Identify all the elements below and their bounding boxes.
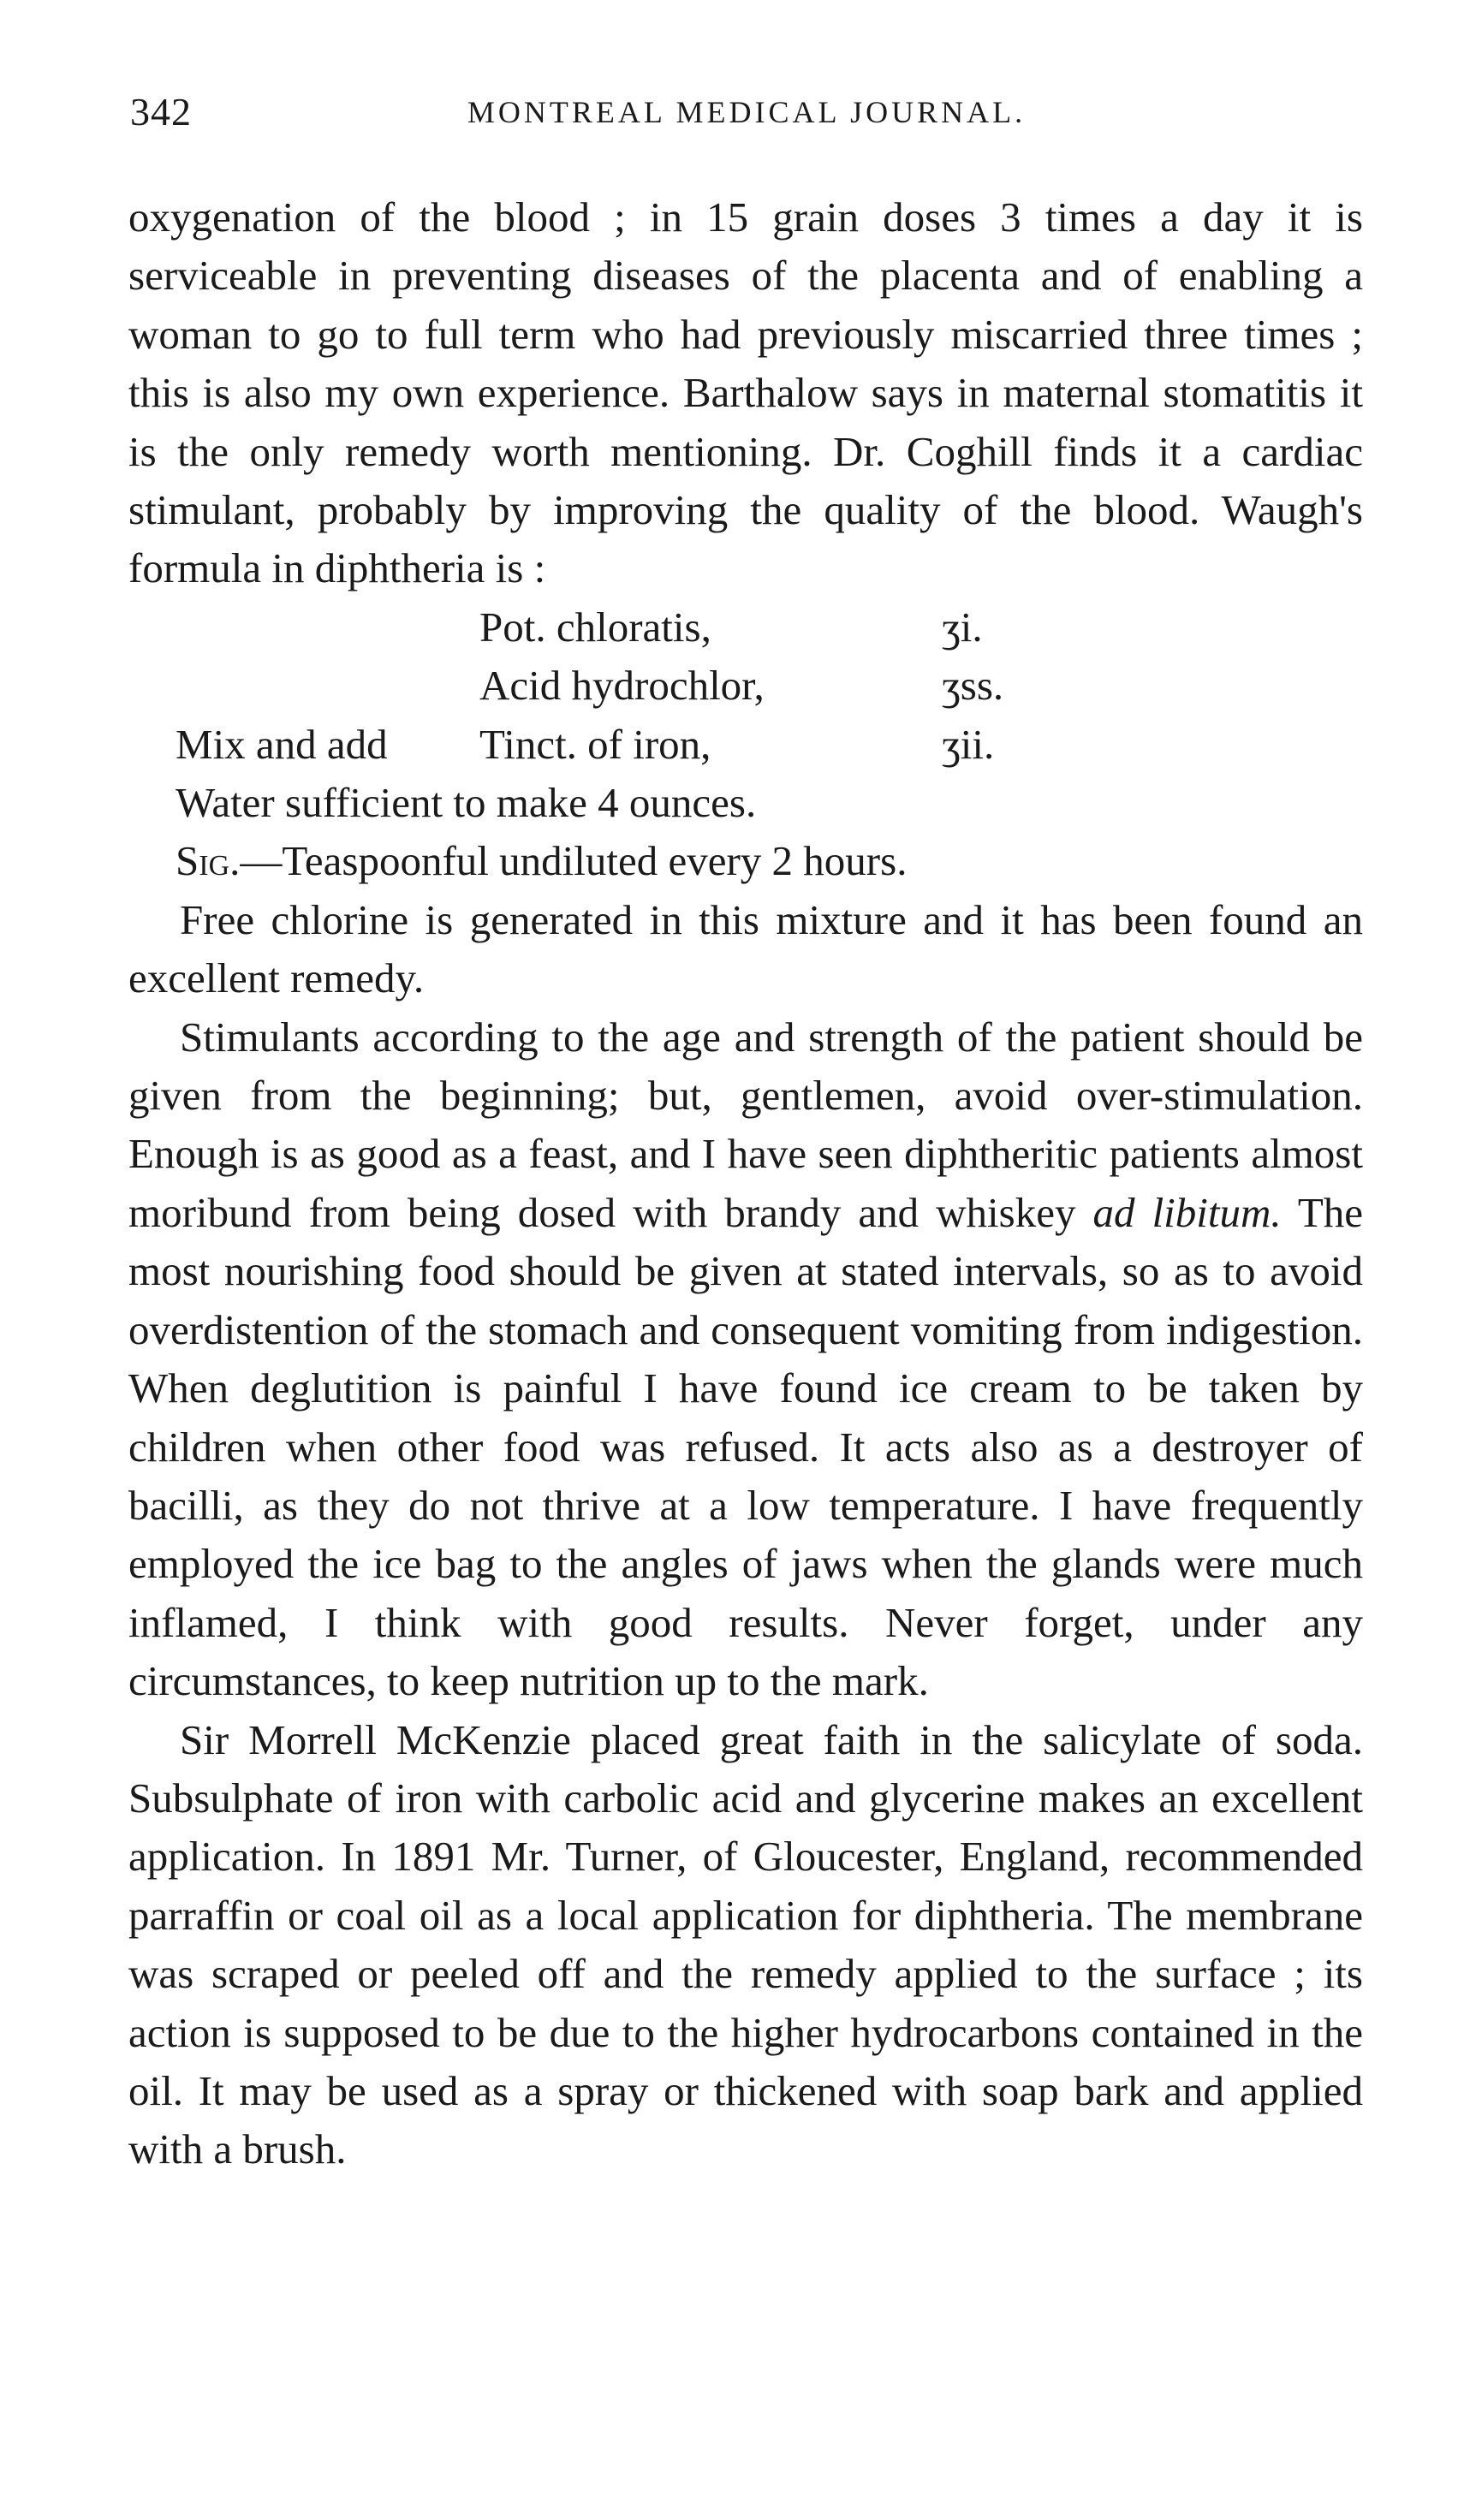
formula-dose: ʒss. xyxy=(942,662,1004,710)
formula-row xyxy=(128,598,1363,657)
signa-text: —Teaspoonful undiluted every 2 hours. xyxy=(240,837,908,885)
running-head: MONTREAL MEDICAL JOURNAL. xyxy=(467,95,1027,129)
formula-row xyxy=(128,716,1363,774)
italic-phrase: ad libitum. xyxy=(1092,1188,1282,1236)
formula-ingredient: Acid hydrochlor, xyxy=(479,662,765,710)
formula-ingredient: Pot. chloratis, xyxy=(479,603,711,651)
page-header xyxy=(130,89,1363,140)
formula-dose: ʒi. xyxy=(942,603,983,651)
formula-ingredient: Tinct. of iron, xyxy=(479,720,711,768)
paragraph-text: The most nourishing food should be given at stated intervals, so as to avoid overdistention of the stomach and consequent vomiting from indigestion. When deglutition is painful I have found ice cream to be taken by children when other food was refused. It acts also as a destroyer of bacilli, as they do not thrive at a low temperature. I have frequently employed the ice bag to the angles of jaws when the glands were much inflamed, I think with good results. Never forget, under any circumstances, to keep nutrition up to the mark. xyxy=(128,1188,1364,1705)
paragraph-free-chlorine: Free chlorine is generated in this mixture and it has been found an excellent remedy. xyxy=(128,895,1363,1002)
formula-row xyxy=(128,657,1363,715)
formula-water-line: Water sufficient to make 4 ounces. xyxy=(176,779,757,827)
paragraph-text: Stimulants according to the age and strength of the patient should be given from the beginning; but, gentlemen, avoid over-stimulation. Enough is as good as a feast, and I have seen diphtheritic patients almost moribund from being dosed with brandy and whiskey xyxy=(128,1013,1363,1236)
formula-row xyxy=(128,832,1363,890)
formula-dose: ʒii. xyxy=(942,720,995,768)
paragraph-salicylate: Sir Morrell McKenzie placed great faith in the salicylate of soda. Subsulphate of iron with carbolic acid and glycerine makes an excellent application. In 1891 Mr. Turner, of Gloucester, England, recommended parraffin or coal oil as a local application for diphtheria. The membrane was scraped or peeled off and the remedy applied to the surface ; its action is supposed to be due to the higher hydrocarbons contained in the oil. It may be used as a spray or thickened with soap bark and applied with a brush. xyxy=(128,1715,1363,2173)
formula-signa-line xyxy=(176,832,907,890)
formula-instruction: Mix and add xyxy=(176,720,388,768)
paragraph-continuation: oxygenation of the blood ; in 15 grain doses 3 times a day it is serviceable in preventing diseases of the placenta and of enabling a woman to go to full term who had previously miscarried three times ; this is also my own experience. Barthalow says in maternal stomatitis it is the only remedy worth mentioning. Dr. Coghill finds it a cardiac stimulant, probably by improving the quality of the blood. Waugh's formula in diphtheria is : xyxy=(128,193,1363,592)
signa-label: Sig. xyxy=(176,837,241,885)
page-number: 342 xyxy=(130,90,192,134)
formula-row xyxy=(128,774,1363,832)
prescription-formula xyxy=(128,598,1363,891)
body-text xyxy=(128,188,1363,2179)
paragraph-stimulants xyxy=(128,1008,1363,1711)
